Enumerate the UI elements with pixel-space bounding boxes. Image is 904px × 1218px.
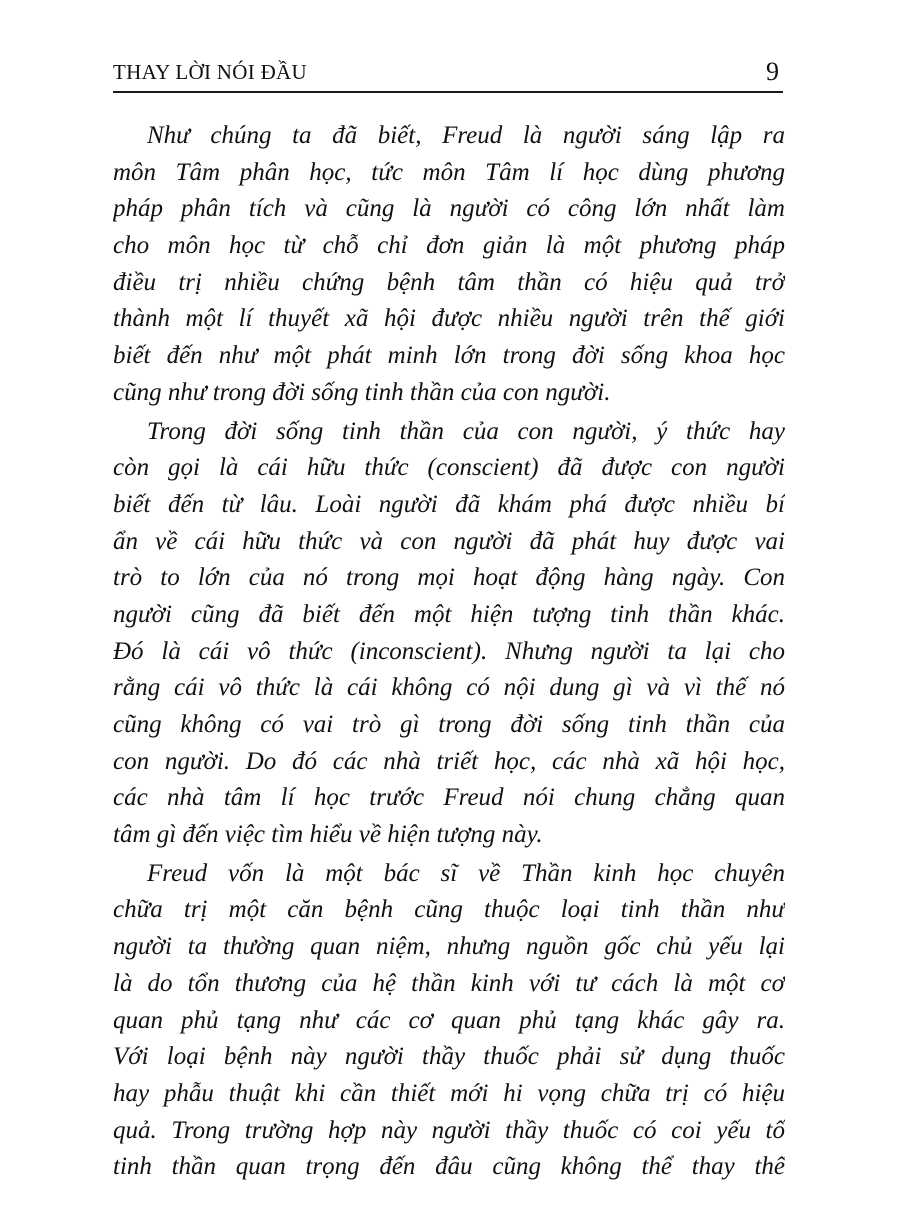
paragraph-3: [113, 856, 785, 1186]
text-line: cũng không có vai trò gì trong đời sống tinh thần của: [113, 711, 785, 738]
text-line: người cũng đã biết đến một hiện tượng tinh thần khác.: [113, 600, 785, 628]
text-line: Như chúng ta đã biết, Freud là người sáng lập ra: [147, 122, 785, 149]
text-line: các nhà tâm lí học trước Freud nói chung chẳng quan: [113, 784, 785, 812]
text-line: biết đến như một phát minh lớn trong đời sống khoa học: [113, 342, 785, 370]
text-line: người ta thường quan niệm, nhưng nguồn gốc chủ yếu lại: [113, 933, 785, 961]
running-header: [113, 55, 783, 93]
text-line: rằng cái vô thức là cái không có nội dung gì và vì thế nó: [113, 674, 785, 702]
text-line: tâm gì đến việc tìm hiểu về hiện tượng này.: [113, 821, 543, 849]
text-line: chữa trị một căn bệnh cũng thuộc loại tinh thần như: [113, 896, 785, 924]
paragraph-1: [113, 118, 785, 412]
text-line: Với loại bệnh này người thầy thuốc phải sử dụng thuốc: [113, 1043, 785, 1071]
paragraph-2: [113, 414, 785, 854]
text-line: thành một lí thuyết xã hội được nhiều người trên thế giới: [113, 305, 785, 333]
text-line: tinh thần quan trọng đến đâu cũng không thể thay thế: [113, 1153, 785, 1181]
text-line: còn gọi là cái hữu thức (conscient) đã được con người: [113, 454, 785, 482]
text-line: cho môn học từ chỗ chỉ đơn giản là một phương pháp: [113, 232, 785, 260]
text-line: con người. Do đó các nhà triết học, các nhà xã hội học,: [113, 747, 785, 775]
text-line: môn Tâm phân học, tức môn Tâm lí học dùng phương: [113, 158, 785, 186]
text-line: Đó là cái vô thức (inconscient). Nhưng người ta lại cho: [113, 637, 785, 665]
page-number: 9: [766, 57, 779, 86]
running-title: THAY LỜI NÓI ĐẦU: [113, 60, 307, 84]
text-line: Freud vốn là một bác sĩ về Thần kinh học chuyên: [147, 859, 785, 887]
body-text: [113, 118, 785, 1186]
text-line: điều trị nhiều chứng bệnh tâm thần có hiệu quả trở: [113, 268, 785, 296]
text-line: Trong đời sống tinh thần của con người, ý thức hay: [147, 417, 785, 445]
text-line: pháp phân tích và cũng là người có công lớn nhất làm: [113, 195, 785, 223]
text-line: hay phẫu thuật khi cần thiết mới hi vọng chữa trị có hiệu: [113, 1079, 785, 1107]
text-line: ẩn về cái hữu thức và con người đã phát huy được vai: [113, 527, 785, 555]
text-line: biết đến từ lâu. Loài người đã khám phá được nhiều bí: [113, 490, 785, 518]
text-line: cũng như trong đời sống tinh thần của con người.: [113, 378, 611, 406]
text-line: quả. Trong trường hợp này người thầy thuốc có coi yếu tố: [113, 1116, 785, 1144]
text-line: quan phủ tạng như các cơ quan phủ tạng khác gây ra.: [113, 1006, 785, 1034]
text-line: trò to lớn của nó trong mọi hoạt động hàng ngày. Con: [113, 564, 785, 592]
text-line: là do tổn thương của hệ thần kinh với tư cách là một cơ: [113, 969, 785, 997]
